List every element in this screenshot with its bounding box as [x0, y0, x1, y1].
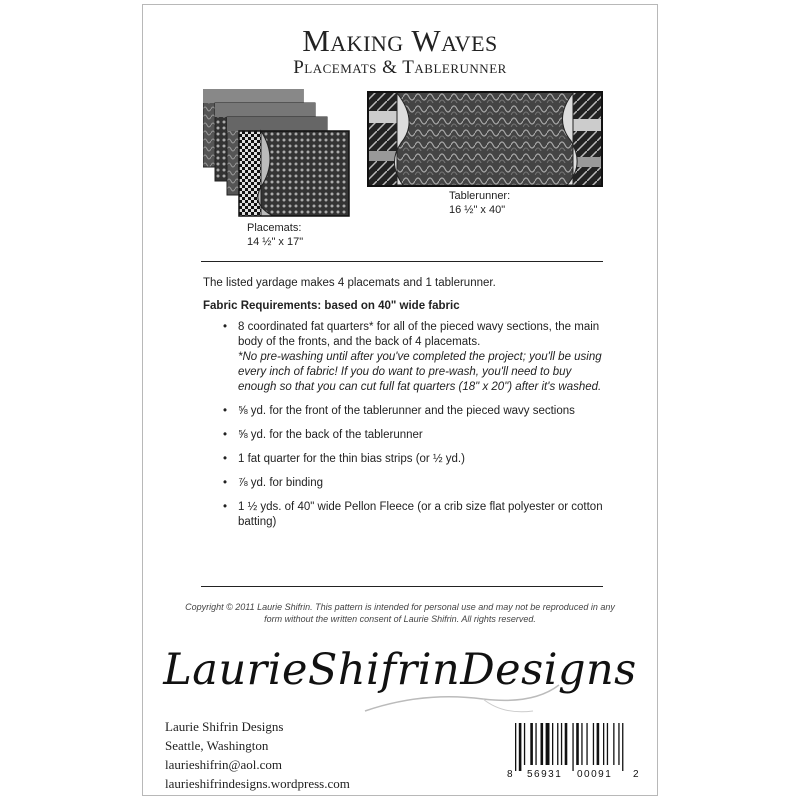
barcode-bar [552, 723, 553, 765]
list-item [223, 404, 603, 419]
requirement-text: 8 coordinated fat quarters* for all of the pieced wavy sections, the main body of the fronts, and the back of 4 placemats. [238, 321, 600, 348]
list-item [223, 476, 603, 491]
fabric-requirements-heading: Fabric Requirements: based on 40" wide fabric [203, 300, 460, 312]
brand-logo: LaurieShifrinDesigns [163, 645, 637, 695]
pattern-title: Making Waves [302, 23, 498, 58]
requirement-text: 1 ½ yds. of 40" wide Pellon Fleece (or a crib size flat polyester or cotton batting) [238, 501, 603, 528]
pattern-back-cover [142, 4, 658, 796]
barcode-bar [581, 723, 582, 765]
tablerunner-caption-size: 16 ½" x 40" [449, 204, 506, 216]
barcode-bar [524, 723, 525, 765]
copyright-notice: Copyright © 2011 Laurie Shifrin. This pattern is intended for personal use and may not be reproduced in any form without the written consent of Laurie Shifrin. All rights reserved. [185, 602, 615, 624]
list-item [223, 428, 603, 443]
prewash-note: *No pre-washing until after you've completed the project; you'll be using every inch of fabric! If you do want to pre-wash, you'll need to buy enough so that you can cut full fat quarters (18" x 20") after it's washed. [238, 351, 602, 393]
upc-barcode [505, 721, 645, 779]
bullet-icon: • [223, 501, 228, 513]
bullet-icon: • [223, 453, 228, 465]
barcode-bar [613, 723, 614, 765]
barcode-bar [565, 723, 568, 765]
pattern-subtitle: Placemats & Tablerunner [293, 57, 507, 78]
barcode-bar [561, 723, 562, 765]
placemats-photo [203, 89, 353, 224]
placemats-caption-name: Placemats: [247, 222, 302, 234]
requirement-text: ⅝ yd. for the front of the tablerunner and the pieced wavy sections [238, 405, 575, 417]
barcode-bar [603, 723, 604, 765]
barcode-bar [597, 723, 600, 765]
barcode-right-digit: 2 [633, 769, 639, 779]
barcode-bar [607, 723, 608, 765]
contact-email: laurieshifrin@aol.com [165, 757, 283, 772]
bullet-icon: • [223, 477, 228, 489]
barcode-bar [557, 723, 558, 765]
barcode-left-digit: 8 [507, 769, 513, 779]
barcode-bar [541, 723, 544, 765]
placemats-caption-size: 14 ½" x 17" [247, 236, 304, 248]
bullet-icon: • [223, 429, 228, 441]
tablerunner-photo [367, 91, 603, 187]
barcode-bar [618, 723, 619, 765]
barcode-bar [515, 723, 516, 771]
contact-website: laurieshifrindesigns.wordpress.com [165, 776, 350, 791]
barcode-group-1: 56931 [527, 769, 563, 779]
divider-top [201, 261, 603, 262]
divider-bottom [201, 586, 603, 587]
contact-block [165, 717, 350, 793]
requirement-text: ⅝ yd. for the back of the tablerunner [238, 429, 423, 441]
list-item [223, 500, 603, 530]
list-item [223, 452, 603, 467]
barcode-bar [519, 723, 522, 771]
fabric-requirements-list [223, 320, 603, 539]
swirl-ornament-icon [363, 681, 563, 721]
barcode-bar [572, 723, 573, 771]
tablerunner-caption [449, 189, 510, 217]
barcode-bar [622, 723, 623, 771]
barcode-group-2: 00091 [577, 769, 613, 779]
contact-location: Seattle, Washington [165, 738, 269, 753]
bullet-icon: • [223, 405, 228, 417]
tablerunner-caption-name: Tablerunner: [449, 190, 511, 202]
barcode-bar [546, 723, 550, 765]
requirement-text: ⅞ yd. for binding [238, 477, 324, 489]
bullet-icon: • [223, 321, 228, 333]
barcode-bar [593, 723, 594, 765]
barcode-bar [586, 723, 587, 765]
yardage-intro: The listed yardage makes 4 placemats and 1 tablerunner. [203, 277, 496, 289]
requirement-text: 1 fat quarter for the thin bias strips (or ½ yd.) [238, 453, 465, 465]
barcode-bar [530, 723, 533, 765]
barcode-bar [535, 723, 536, 765]
placemats-caption [247, 221, 303, 249]
contact-company: Laurie Shifrin Designs [165, 719, 284, 734]
barcode-bar [576, 723, 579, 765]
list-item [223, 320, 603, 395]
